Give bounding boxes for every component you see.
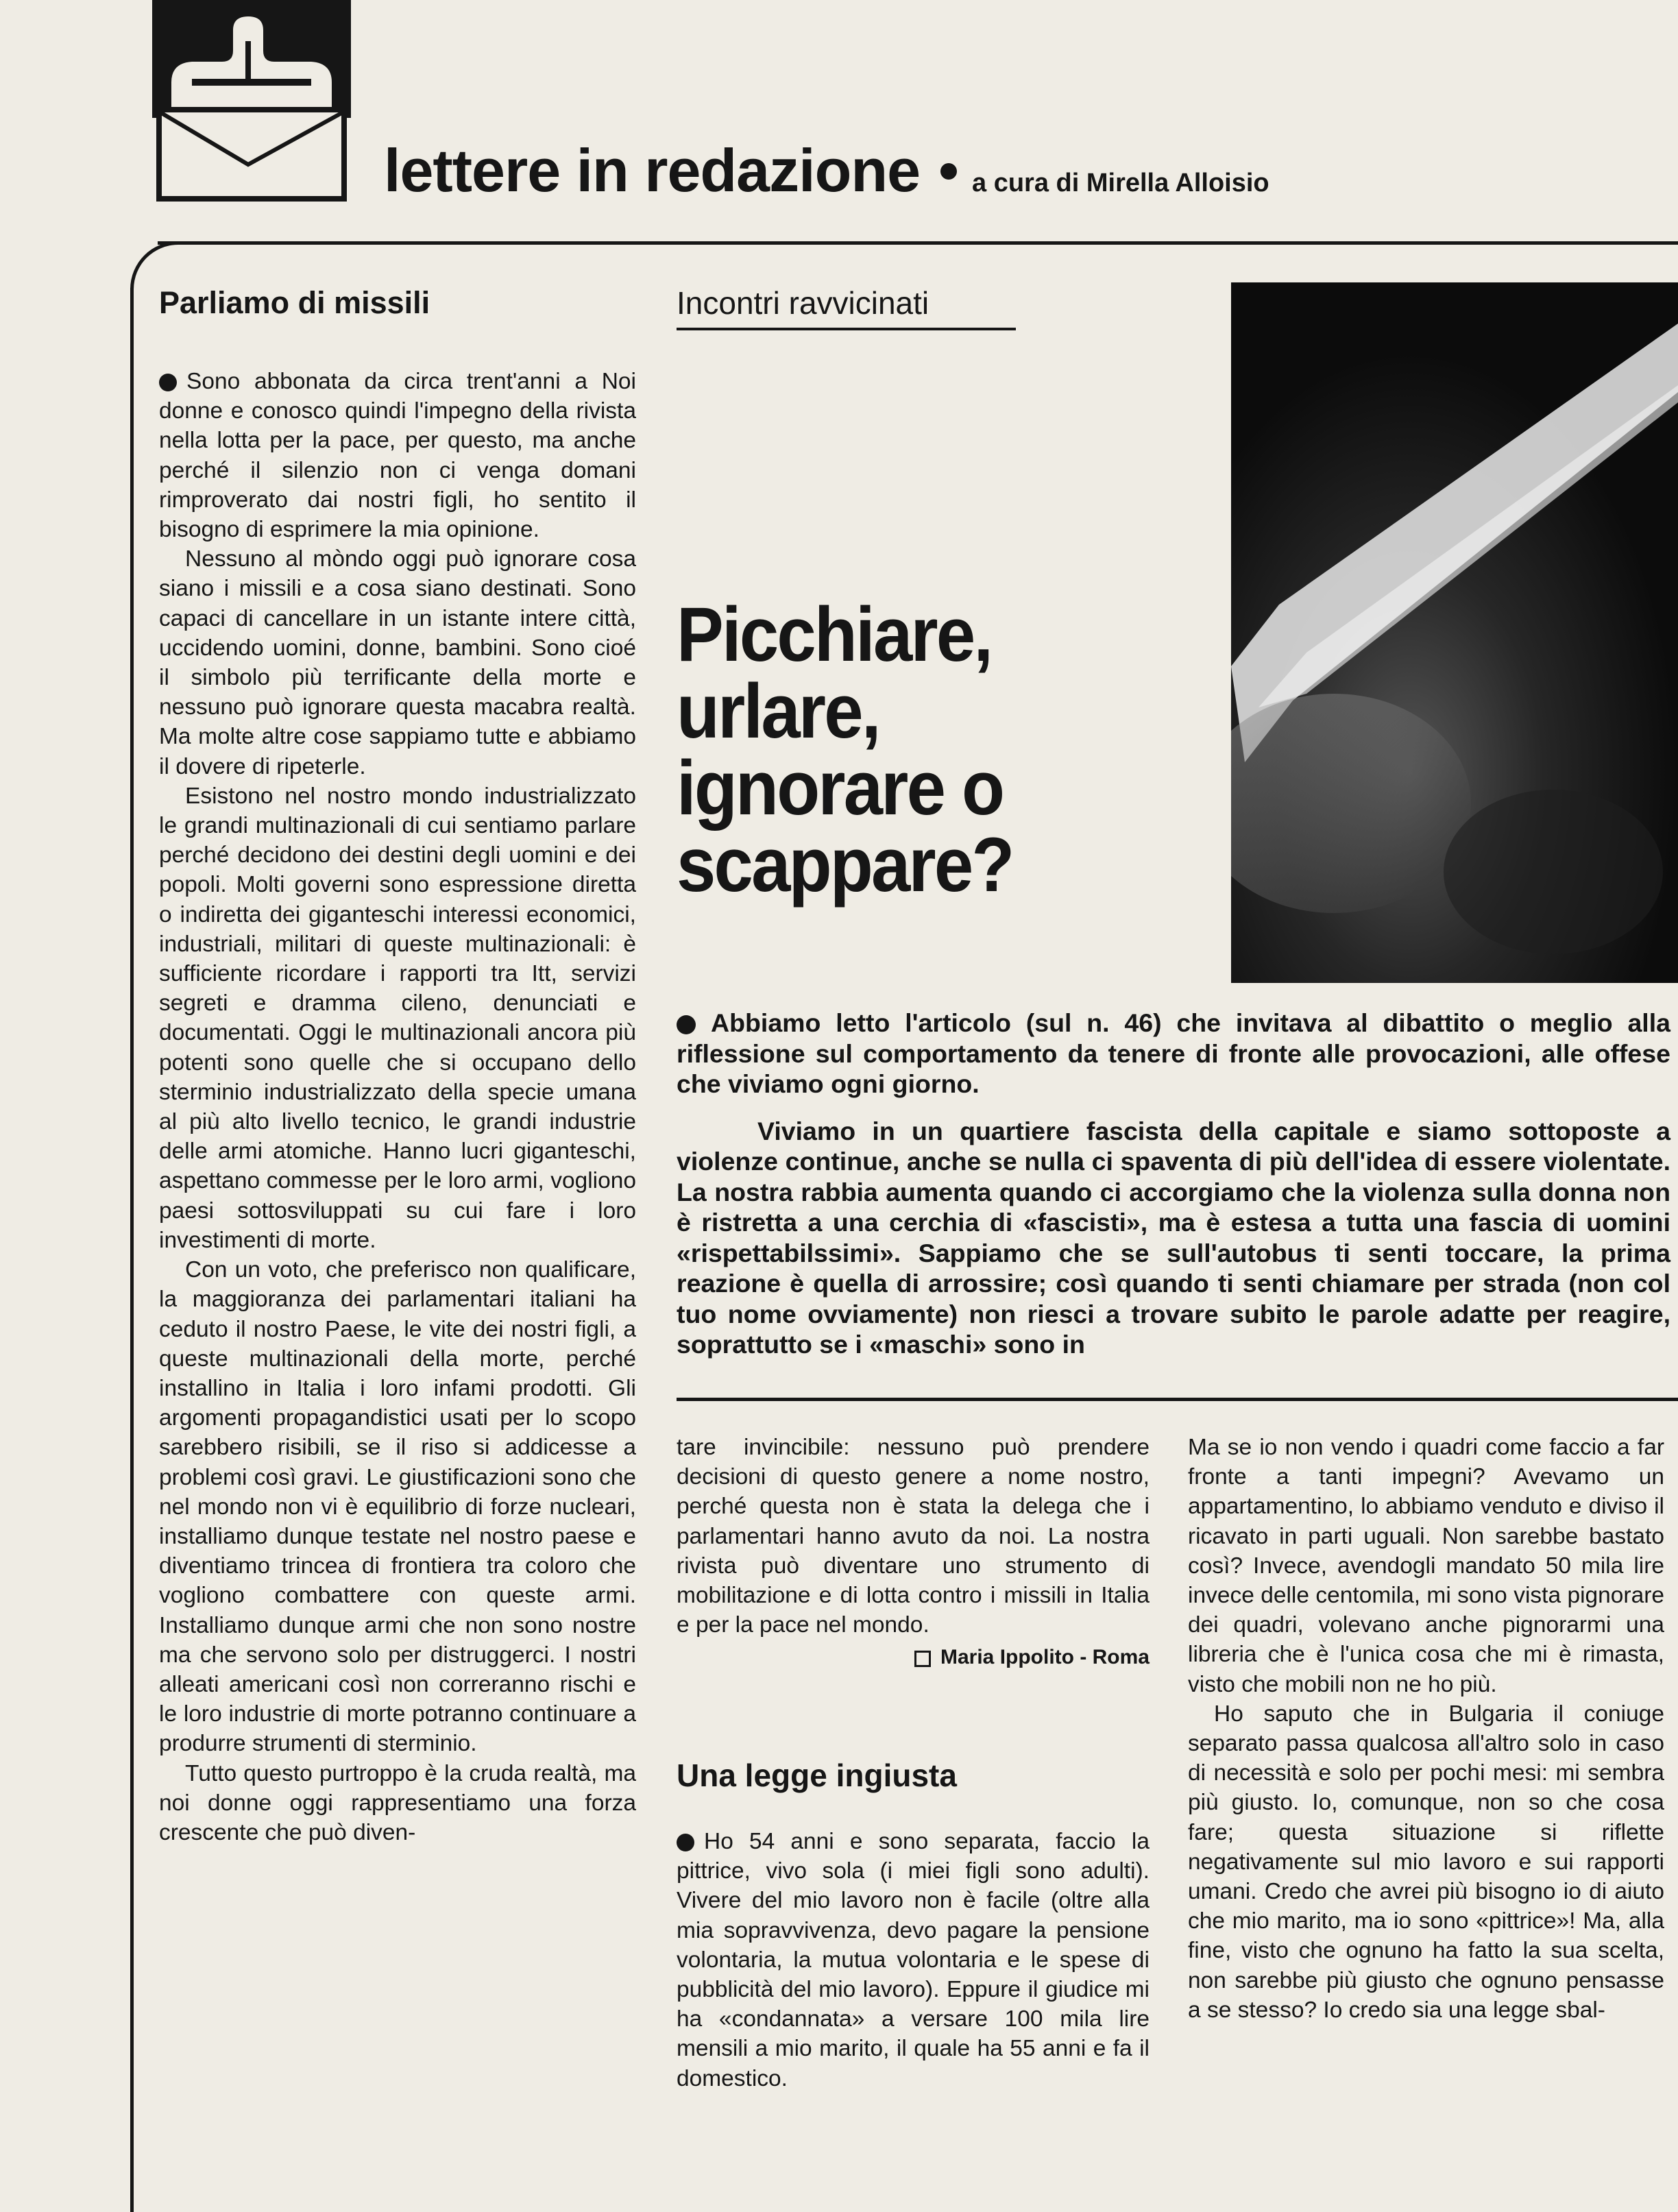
headline-line: urlare,	[677, 668, 879, 754]
bullet-icon	[159, 374, 177, 391]
section-header	[384, 136, 1269, 204]
frame-left-rule	[130, 288, 134, 2212]
rubric-logo	[152, 0, 351, 206]
letter1-paragraph: Con un voto, che preferisco non qualificare, la maggioranza dei parlamentari italiani ha ceduto il nostro Paese, le vite dei nostri figli, a queste multinazionali della morte, perché installino in Italia i loro infami prodotti. Gli argomenti propagandistici usati per lo scopo sarebbero risibili, se il riso si addicesse a problemi così gravi. Le giustificazioni sono che nel mondo non vi è equilibrio di forze nucleari, installiamo dunque testate nel nostro paese e diventiamo trincea di frontiera tra coloro che vogliono combattere con queste armi. Installiamo dunque armi che non sono nostre ma che servono solo per distruggerci. I nostri alleati americani così non correranno rischi e le loro industrie di morte potranno continuare a produrre strumenti di sterminio.	[159, 1257, 636, 1757]
letter2-text	[677, 1008, 1670, 1360]
section-underline	[677, 328, 1016, 330]
letter2-intro: Abbiamo letto l'articolo (sul n. 46) che invitava al dibattito o meglio alla riflessione sul comportamento da tenere di fronte alle provocazioni, alle offese che viviamo ogni giorno.	[677, 1008, 1670, 1098]
square-icon	[914, 1651, 931, 1667]
letter1-paragraph: Nessuno al mòndo oggi può ignorare cosa siano i missili e a cosa siano destinati. Sono capaci di cancellare in un istante intere città, uccidendo uomini, donne, bambini. Sono cioé il simbolo più terrificante della morte e nessuno può ignorare questa macabra realtà. Ma molte altre cose sappiamo tutte e abbiamo il dovere di ripeterle.	[159, 546, 636, 779]
letter3-column	[677, 1827, 1150, 2093]
letter1-paragraph: Esistono nel nostro mondo industrializzato le grandi multinazionali di cui sentiamo parlare perché decidono dei destini degli uomini e dei popoli. Molti governi sono espressione diretta o indiretta dei giganteschi interessi economici, industriali, militari di queste multinazionali: è sufficiente ricordare i rapporti tra Itt, servizi segreti e dramma cileno, denunciati e documentati. Oggi le multinazionali ancora più potenti sono quelle che si occupano dello sterminio industrializzato della specie umana al più alto livello tecnico, le grandi industrie delle armi atomiche. Hanno lucri giganteschi, aspettano commesse per le loro armi, vogliono paesi sottosviluppati su cui fare i loro investimenti di morte.	[159, 783, 636, 1253]
letter1-paragraph: Sono abbonata da circa trent'anni a Noi donne e conosco quindi l'impegno della rivista nella lotta per la pace, per questo, ma anche perché il silenzio non ci venga domani rimproverato dai nostri figli, ho sentito il bisogno di esprimere la mia opinione.	[159, 369, 636, 543]
header-curator: a cura di Mirella Alloisio	[972, 169, 1269, 197]
divider-rule	[1388, 1398, 1678, 1401]
headline-line: ignorare o	[677, 745, 1004, 831]
frame-top-rule	[158, 241, 1678, 245]
letter3-paragraph: Ho saputo che in Bulgaria il coniuge separato passa qualcosa all'altro solo in caso di necessità e solo per pochi mesi: mi sembra più giusto. Io, comunque, non so che cosa fare; questa situazione si riflette negativamente sul mio lavoro e sui rapporti umani. Credo che avrei più bisogno io di aiuto che mio marito, ma io sono «pittrice»! Ma, alla fine, visto che ognuno ha fatto la sua scelta, non sarebbe più giusto che ognuno pensasse a se stesso? Io credo sia una legge sbal-	[1188, 1701, 1664, 2023]
letter3-continuation	[1188, 1433, 1664, 2025]
bullet-icon	[940, 163, 957, 180]
bullet-icon	[677, 1015, 696, 1034]
letter1-column	[159, 367, 636, 1847]
light-streak-image	[1231, 282, 1678, 983]
divider-rule	[677, 1398, 1388, 1401]
letter2-headline	[677, 592, 1193, 908]
letter3-paragraph: Ho 54 anni e sono separata, faccio la pittrice, vivo sola (i miei figli sono adulti). Vivere del mio lavoro non è facile (oltre alla mia sopravvivenza, devo pagare la pensione volontaria, la mutua volontaria e le spese di pubblicità del mio lavoro). Eppure il giudice mi ha «condannata» a versare 100 mila lire mensili a mio marito, il quale ha 55 anni e fa il domestico.	[677, 1829, 1150, 2091]
letter3-title: Una legge ingiusta	[677, 1758, 957, 1793]
letter1-paragraph: Tutto questo purtroppo è la cruda realtà, ma noi donne oggi rappresentiamo una forza crescente che può diven-	[159, 1760, 636, 1845]
headline-line: scappare?	[677, 822, 1013, 908]
letter2-section: Incontri ravvicinati	[677, 285, 929, 321]
letter1-title: Parliamo di missili	[159, 285, 430, 320]
letter3-paragraph: Ma se io non vendo i quadri come faccio a far fronte a tanti impegni? Avevamo un appartamentino, lo abbiamo venduto e diviso il ricavato in parti uguali. Non sarebbe bastato così? Invece, avendogli mandato 50 mila lire invece delle centomila, mi sono vista pignorare dei quadri, volevano anche pignorarmi una libreria che è l'unica cosa che mi è rimasta, visto che mobili non ne ho più.	[1188, 1435, 1664, 1697]
illustration-photo	[1231, 282, 1678, 983]
letter1-signature: Maria Ippolito - Roma	[677, 1642, 1150, 1673]
letter1-continuation	[677, 1433, 1150, 1673]
letter2-body: Viviamo in un quartiere fascista della capitale e siamo sottoposte a violenze continue, anche se nulla ci spaventa di più dell'idea di essere violentate. La nostra rabbia aumenta quando ci accorgiamo che la violenza sulla donna non è ristretta a una cerchia di «fascisti», ma è estesa a tutta una fascia di uomini «rispettabilssimi». Sappiamo che se sull'autobus ti senti toccare, la prima reazione è quella di arrossire; così quando ti senti chiamare per strada (non col tuo nome ovviamente) non riesci a trovare subito le parole adatte per reagire, soprattutto se i «maschi» sono in	[677, 1116, 1670, 1359]
bullet-icon	[677, 1834, 694, 1851]
header-title: lettere in redazione	[384, 136, 921, 204]
envelope-logo-icon	[152, 0, 351, 206]
headline-line: Picchiare,	[677, 592, 992, 677]
letter1-paragraph: tare invincibile: nessuno può prendere decisioni di questo genere a nome nostro, perché questa non è stata la delega che i parlamentari hanno avuto da noi. La nostra rivista può diventare uno strumento di mobilitazione e di lotta contro i missili in Italia e per la pace nel mondo.	[677, 1435, 1150, 1638]
